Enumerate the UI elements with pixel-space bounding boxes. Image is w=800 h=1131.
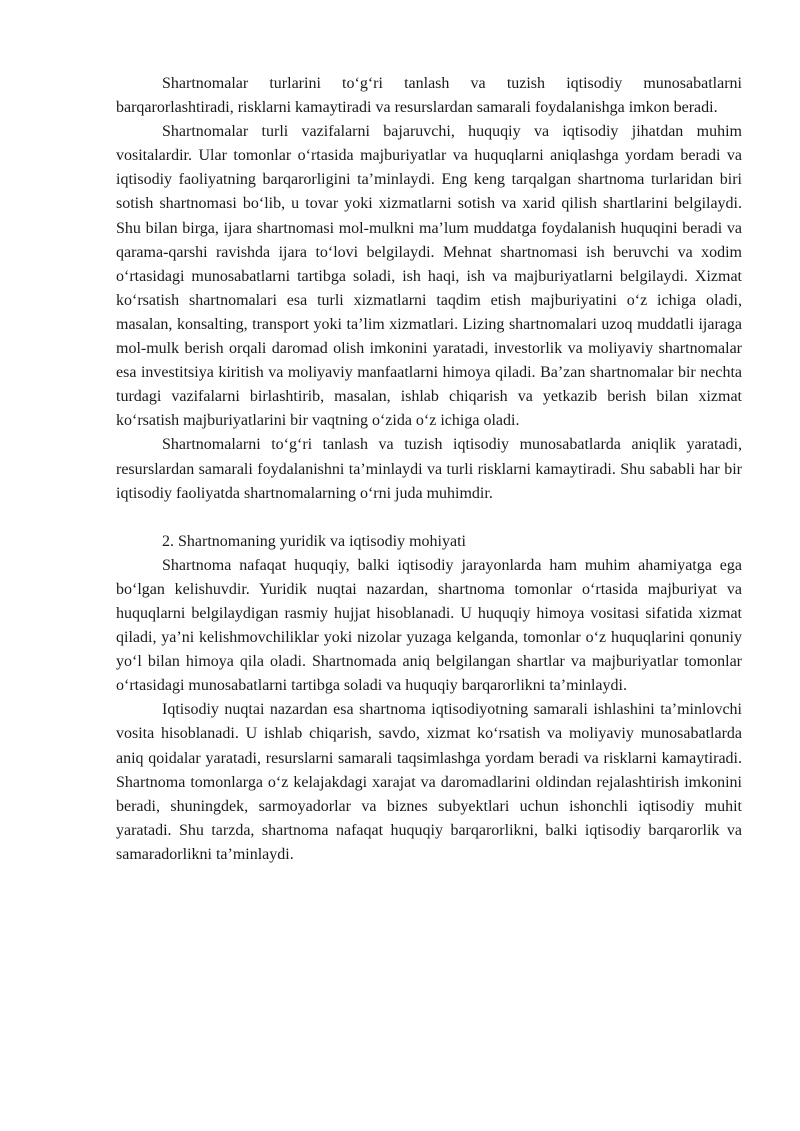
paragraph-contract-choice-benefits: Shartnomalar turlarini to‘g‘ri tanlash va tuzish iqtisodiy munosabatlarni barqarorlashtiradi, risklarni kamaytiradi va resurslardan samarali foydalanishga imkon beradi. (116, 75, 742, 117)
paragraph-contract-importance: Shartnomalarni to‘g‘ri tanlash va tuzish iqtisodiy munosabatlarda aniqlik yaratadi, resurslardan samarali foydalanishni ta’minlaydi va turli risklarni kamaytiradi. Shu sababli har bir iqtisodiy faoliyatda shartnomalarning o‘rni juda muhimdir. (116, 436, 742, 502)
paragraph-legal-essence: Shartnoma nafaqat huquqiy, balki iqtisodiy jarayonlarda ham muhim ahamiyatga ega bo‘lgan kelishuvdir. Yuridik nuqtai nazardan, shartnoma tomonlar o‘rtasida majburiyat va huquqlarni belgilaydigan rasmiy hujjat hisoblanadi. U huquqiy himoya vositasi sifatida xizmat qiladi, ya’ni kelishmovchiliklar yoki nizolar yuzaga kelganda, tomonlar o‘z huquqlarini qonuniy yo‘l bilan himoya qila oladi. Shartnomada aniq belgilangan shartlar va majburiyatlar tomonlar o‘rtasidagi munosabatlarni tartibga soladi va huquqiy barqarorlikni ta’minlaydi. (116, 556, 742, 695)
document-page (116, 72, 742, 867)
section-heading: 2. Shartnomaning yuridik va iqtisodiy mohiyati (162, 532, 466, 550)
paragraph-economic-essence: Iqtisodiy nuqtai nazardan esa shartnoma iqtisodiyotning samarali ishlashini ta’minlovchi vosita hisoblanadi. U ishlab chiqarish, savdo, xizmat ko‘rsatish va moliyaviy munosabatlarda aniq qoidalar yaratadi, resurslarni samarali taqsimlashga yordam beradi va risklarni kamaytiradi. Shartnoma tomonlarga o‘z kelajakdagi xarajat va daromadlarini oldindan rejalashtirish imkonini beradi, shuningdek, sarmoyadorlar va biznes subyektlari uchun ishonchli iqtisodiy muhit yaratadi. Shu tarzda, shartnoma nafaqat huquqiy barqarorlikni, balki iqtisodiy barqarorlik va samaradorlikni ta’minlaydi. (116, 701, 742, 863)
paragraph-contract-types: Shartnomalar turli vazifalarni bajaruvchi, huquqiy va iqtisodiy jihatdan muhim vositalardir. Ular tomonlar o‘rtasida majburiyatlar va huquqlarni aniqlashga yordam beradi va iqtisodiy faoliyatning barqarorligini ta’minlaydi. Eng keng tarqalgan shartnoma turlaridan biri sotish shartnomasi bo‘lib, u tovar yoki xizmatlarni sotish va xarid qilish shartlarini belgilaydi. Shu bilan birga, ijara shartnomasi mol-mulkni ma’lum muddatga foydalanish huquqini beradi va qarama-qarshi ravishda ijara to‘lovi belgilaydi. Mehnat shartnomasi ish beruvchi va xodim o‘rtasidagi munosabatlarni tartibga soladi, ish haqi, ish va majburiyatlarni belgilaydi. Xizmat ko‘rsatish shartnomalari esa turli xizmatlarni taqdim etish majburiyatini o‘z ichiga oladi, masalan, konsalting, transport yoki ta’lim xizmatlari. Lizing shartnomalari uzoq muddatli ijaraga mol-mulk berish orqali daromad olish imkonini yaratadi, investorlik va moliyaviy shartnomalar esa investitsiya kiritish va moliyaviy manfaatlarni himoya qiladi. Ba’zan shartnomalar bir nechta turdagi vazifalarni birlashtirib, masalan, ishlab chiqarish va yetkazib berish bilan xizmat ko‘rsatish majburiyatlarini bir vaqtning o‘zida o‘z ichiga oladi. (116, 123, 742, 430)
